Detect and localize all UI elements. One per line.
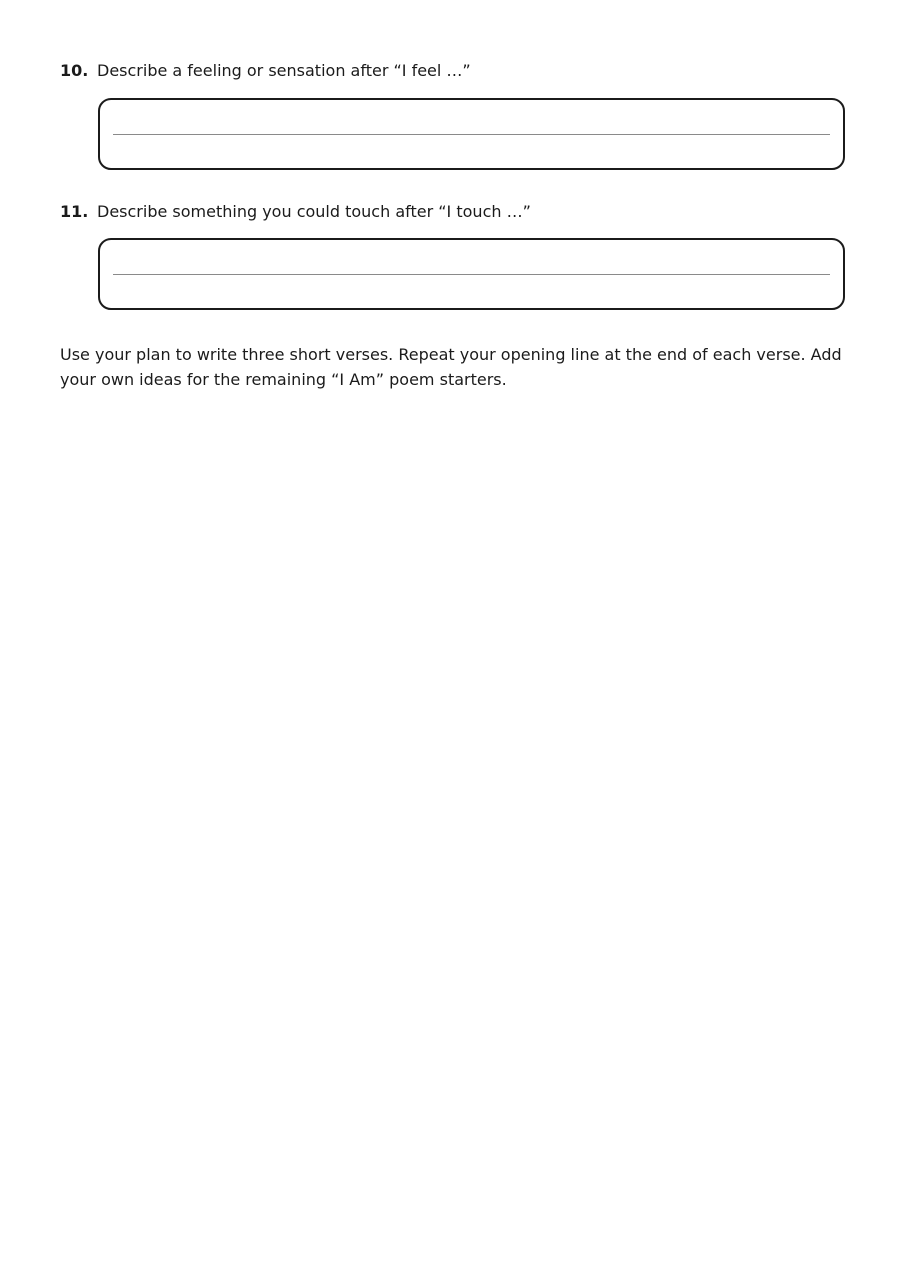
writing-line <box>113 274 830 275</box>
question-prompt: Describe a feeling or sensation after “I feel …” <box>97 61 471 80</box>
writing-line <box>113 134 830 135</box>
question-prompt: Describe something you could touch after “I touch …” <box>97 202 531 221</box>
answer-box-11[interactable] <box>98 238 845 310</box>
answer-box-10[interactable] <box>98 98 845 170</box>
question-10 <box>60 61 471 81</box>
question-11 <box>60 202 531 222</box>
question-number: 10. <box>60 61 89 80</box>
instructions-paragraph: Use your plan to write three short verses. Repeat your opening line at the end of each verse. Add your own ideas for the remaining “I Am” poem starters. <box>60 345 842 389</box>
question-number: 11. <box>60 202 89 221</box>
